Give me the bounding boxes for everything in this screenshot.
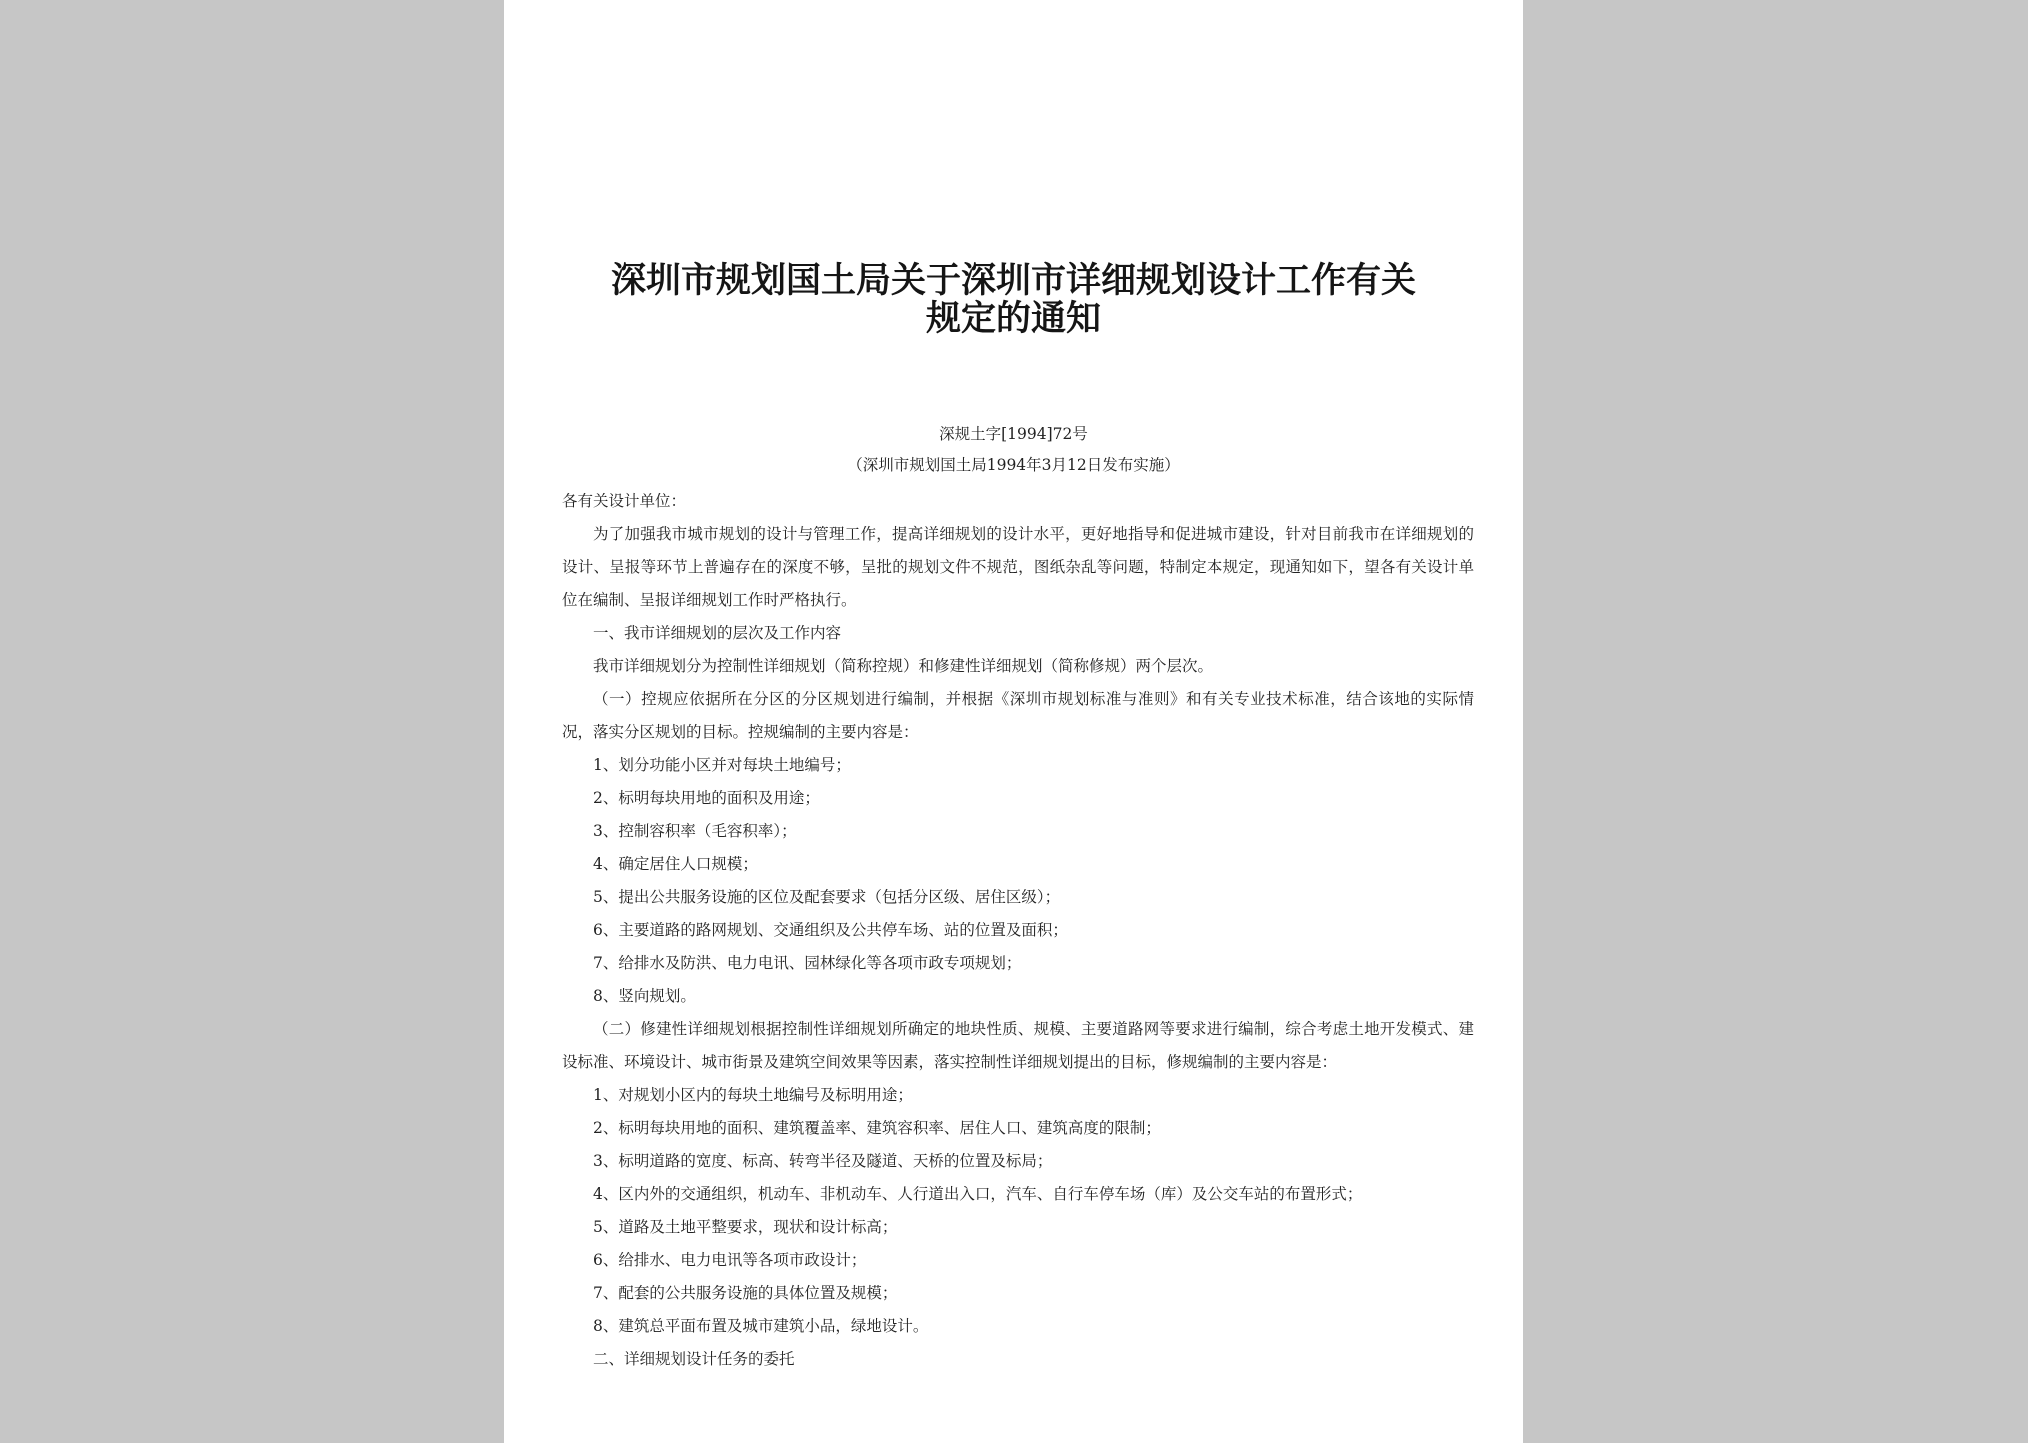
body-paragraph: 4、区内外的交通组织，机动车、非机动车、人行道出入口，汽车、自行车停车场（库）及公交车站的布置形式；	[593, 1185, 1363, 1203]
body-paragraph: 一、我市详细规划的层次及工作内容	[593, 624, 842, 642]
document-title	[504, 262, 1523, 338]
body-paragraph: 二、详细规划设计任务的委托	[593, 1350, 795, 1368]
body-paragraph: 5、道路及土地平整要求，现状和设计标高；	[593, 1218, 898, 1236]
body-paragraph: 4、确定居住人口规模；	[593, 855, 758, 873]
body-paragraph: 1、对规划小区内的每块土地编号及标明用途；	[593, 1086, 913, 1104]
body-paragraph: 为了加强我市城市规划的设计与管理工作，提高详细规划的设计水平，更好地指导和促进城市建设，针对目前我市在详细规划的设计、呈报等环节上普遍存在的深度不够，呈批的规划文件不规范，图纸杂乱等问题，特制定本规定，现通知如下，望各有关设计单位在编制、呈报详细规划工作时严格执行。	[562, 525, 1474, 609]
body-paragraph: 我市详细规划分为控制性详细规划（简称控规）和修建性详细规划（简称修规）两个层次。	[593, 657, 1214, 675]
issue-note: （深圳市规划国土局1994年3月12日发布实施）	[847, 456, 1180, 474]
document-body	[562, 485, 1474, 1376]
body-paragraph: 7、配套的公共服务设施的具体位置及规模；	[593, 1284, 898, 1302]
body-paragraph: 8、建筑总平面布置及城市建筑小品，绿地设计。	[593, 1317, 929, 1335]
body-paragraph: 6、给排水、电力电讯等各项市政设计；	[593, 1251, 867, 1269]
document-number: 深规土字[1994]72号	[939, 425, 1088, 443]
body-paragraph: 2、标明每块用地的面积、建筑覆盖率、建筑容积率、居住人口、建筑高度的限制；	[593, 1119, 1161, 1137]
body-paragraph: 1、划分功能小区并对每块土地编号；	[593, 756, 851, 774]
title-line-2: 规定的通知	[925, 298, 1101, 339]
document-page	[504, 0, 1523, 1443]
body-paragraph: 2、标明每块用地的面积及用途；	[593, 789, 820, 807]
body-paragraph: 7、给排水及防洪、电力电讯、园林绿化等各项市政专项规划；	[593, 954, 1022, 972]
body-paragraph: 3、标明道路的宽度、标高、转弯半径及隧道、天桥的位置及标局；	[593, 1152, 1053, 1170]
body-paragraph: 5、提出公共服务设施的区位及配套要求（包括分区级、居住区级）；	[593, 888, 1061, 906]
body-paragraph: （一）控规应依据所在分区的分区规划进行编制，并根据《深圳市规划标准与准则》和有关专业技术标准，结合该地的实际情况，落实分区规划的目标。控规编制的主要内容是：	[562, 690, 1474, 741]
body-paragraph: 3、控制容积率（毛容积率）；	[593, 822, 797, 840]
body-paragraph: （二）修建性详细规划根据控制性详细规划所确定的地块性质、规模、主要道路网等要求进行编制，综合考虑土地开发模式、建设标准、环境设计、城市街景及建筑空间效果等因素，落实控制性详细规划提出的目标，修规编制的主要内容是：	[562, 1020, 1474, 1071]
body-paragraph: 6、主要道路的路网规划、交通组织及公共停车场、站的位置及面积；	[593, 921, 1068, 939]
title-line-1: 深圳市规划国土局关于深圳市详细规划设计工作有关	[610, 260, 1416, 301]
body-paragraph: 8、竖向规划。	[593, 987, 696, 1005]
body-paragraph: 各有关设计单位：	[562, 492, 687, 510]
